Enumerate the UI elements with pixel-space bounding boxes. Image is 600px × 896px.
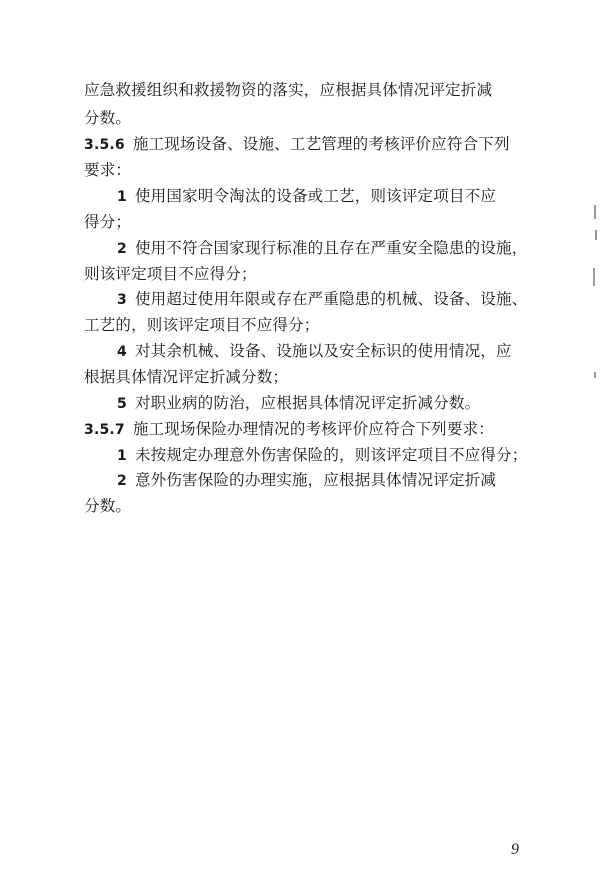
item-number: 2 — [117, 241, 127, 257]
list-item: 5 对职业病的防治，应根据具体情况评定折减分数。 — [117, 394, 481, 412]
item-number: 2 — [117, 473, 127, 489]
text-line: 根据具体情况评定折减分数； — [84, 368, 289, 386]
scan-mark — [594, 372, 596, 378]
text-line: 得分； — [84, 213, 132, 231]
section-number: 3.5.7 — [84, 422, 125, 438]
section-heading-3-5-7: 3.5.7 施工现场保险办理情况的考核评价应符合下列要求： — [84, 420, 494, 438]
text-line: 要求： — [84, 161, 132, 179]
text-line: 应急救援组织和救援物资的落实，应根据具体情况评定折减 — [84, 81, 493, 99]
section-number: 3.5.6 — [84, 137, 125, 153]
list-item: 2 意外伤害保险的办理实施，应根据具体情况评定折减 — [117, 471, 497, 489]
section-heading-3-5-6: 3.5.6 施工现场设备、设施、工艺管理的考核评价应符合下列 — [84, 135, 510, 153]
list-item: 3 使用超过使用年限或存在严重隐患的机械、设备、设施、 — [117, 290, 528, 308]
item-number: 4 — [117, 344, 127, 360]
scan-mark — [593, 268, 595, 286]
list-item: 2 使用不符合国家现行标准的且存在严重安全隐患的设施， — [117, 239, 528, 257]
list-item: 4 对其余机械、设备、设施以及安全标识的使用情况，应 — [117, 342, 512, 360]
list-item: 1 使用国家明令淘汰的设备或工艺，则该评定项目不应 — [117, 187, 497, 205]
item-number: 1 — [117, 448, 127, 464]
page-number: 9 — [511, 841, 519, 858]
item-number: 1 — [117, 189, 127, 205]
text-line: 则该评定项目不应得分； — [84, 265, 257, 283]
scan-mark — [595, 230, 597, 240]
item-number: 5 — [117, 396, 127, 412]
text-line: 分数。 — [84, 109, 132, 127]
list-item: 1 未按规定办理意外伤害保险的，则该评定项目不应得分； — [117, 446, 528, 464]
text-line: 分数。 — [84, 497, 132, 515]
scan-mark — [594, 205, 596, 219]
text-line: 工艺的，则该评定项目不应得分； — [84, 316, 320, 334]
item-number: 3 — [117, 292, 127, 308]
